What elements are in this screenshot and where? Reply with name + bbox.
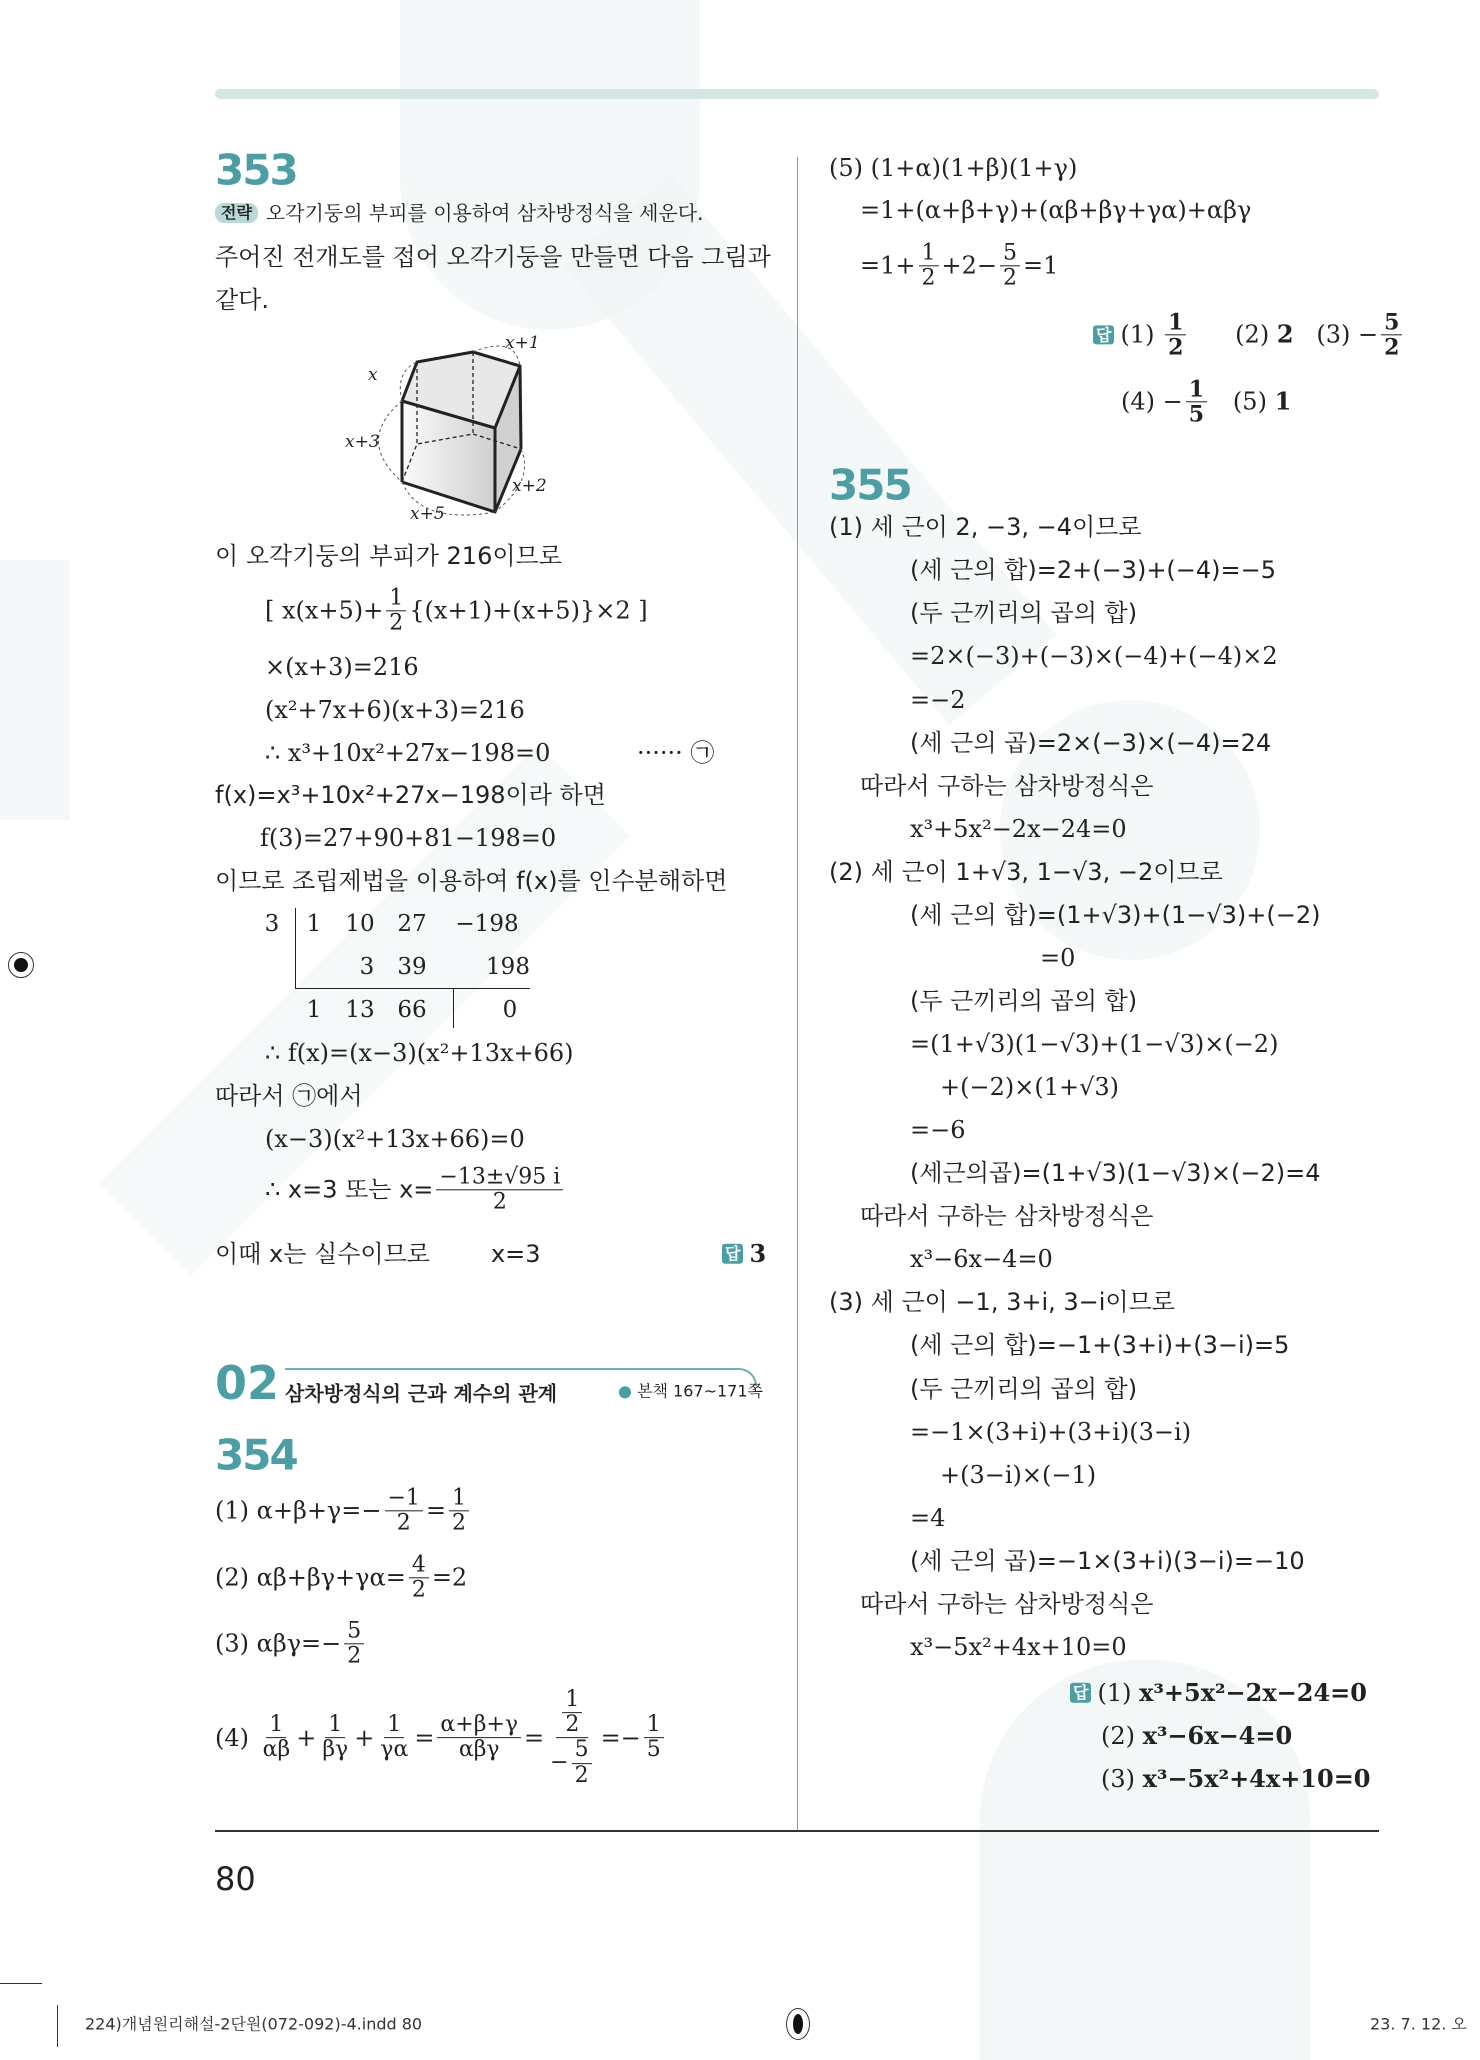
fraction-numerator xyxy=(384,1713,404,1738)
sd-cell: 66 xyxy=(397,997,427,1023)
bold-answer: x³+5x²−2x−24=0 xyxy=(1139,1677,1367,1707)
text-segment: 5 xyxy=(1384,309,1400,336)
fraction xyxy=(1165,310,1186,359)
solution-line xyxy=(829,155,1077,181)
bullet-icon: ● xyxy=(618,1381,632,1401)
fraction xyxy=(1186,377,1207,426)
fraction-numerator xyxy=(385,1486,423,1511)
fraction-numerator xyxy=(325,1713,345,1738)
text-segment: 1 xyxy=(646,1712,661,1738)
section-ref-text: 본책 167~171쪽 xyxy=(637,1381,764,1401)
fraction xyxy=(386,586,406,635)
solution-line xyxy=(910,1246,1053,1272)
text-segment: 2 xyxy=(396,1510,411,1536)
text-segment: (2) xyxy=(1189,320,1277,349)
text-segment: 5 xyxy=(574,1737,589,1763)
text-segment: (x−3)(x²+13x+66)=0 xyxy=(265,1124,525,1153)
sd-cell: 39 xyxy=(397,954,427,980)
solution-line xyxy=(1070,1677,1367,1707)
fraction-numerator xyxy=(386,586,406,611)
solution-line xyxy=(1040,945,1075,971)
fraction-denominator xyxy=(456,1739,503,1763)
fraction-numerator xyxy=(562,1688,582,1713)
text-segment: 2 xyxy=(347,1643,362,1669)
solution-line xyxy=(910,730,1271,756)
text-segment: (세 근의 곱)=−1×(3+i)(3−i)=−10 xyxy=(910,1546,1305,1575)
fraction-denominator xyxy=(562,1713,582,1737)
solution-line xyxy=(215,244,771,270)
fraction-denominator xyxy=(409,1579,429,1603)
text-segment: =−1×(3+i)+(3+i)(3−i) xyxy=(910,1417,1192,1446)
answer-value: 3 xyxy=(749,1238,767,1268)
solution-line xyxy=(265,654,419,680)
fraction xyxy=(385,1486,423,1535)
fraction-numerator xyxy=(572,1739,592,1764)
section-reference xyxy=(618,1379,763,1402)
sd-cell: 10 xyxy=(345,911,375,937)
solution-line xyxy=(829,859,1223,885)
fraction-numerator xyxy=(1186,377,1207,402)
text-segment: 2 xyxy=(574,1762,589,1788)
fraction-denominator xyxy=(1381,336,1402,360)
solution-line xyxy=(215,1241,541,1267)
text-segment: 2 xyxy=(1384,334,1400,361)
fraction xyxy=(1000,241,1020,290)
sd-cell: −198 xyxy=(455,911,519,937)
text-segment: 이때 x는 실수이므로 x=3 xyxy=(215,1239,541,1268)
registration-mark-icon xyxy=(8,952,34,978)
answer-353 xyxy=(722,1238,767,1268)
text-segment: 이 오각기둥의 부피가 216이므로 xyxy=(215,541,562,570)
text-segment: (세 근의 합)=(1+√3)+(1−√3)+(−2) xyxy=(910,900,1321,929)
text-segment: 1 xyxy=(269,1712,284,1738)
text-segment: 주어진 전개도를 접어 오각기둥을 만들면 다음 그림과 xyxy=(215,242,771,271)
solution-line xyxy=(860,241,1058,290)
text-segment: =− xyxy=(600,1723,641,1752)
text-segment: (3) xyxy=(1101,1764,1143,1793)
fraction xyxy=(1381,310,1402,359)
sd-cell: 1 xyxy=(306,911,322,937)
solution-line xyxy=(910,1419,1191,1445)
text-segment: ∴ x=3 또는 x= xyxy=(265,1175,434,1204)
fraction xyxy=(377,1713,411,1762)
text-segment: 5 xyxy=(347,1618,362,1644)
text-segment: (5) xyxy=(1210,387,1275,416)
text-segment: =−2 xyxy=(910,685,966,714)
solution-line xyxy=(215,543,562,569)
text-segment: (1) xyxy=(1097,1678,1140,1707)
registration-mark-icon xyxy=(786,2008,810,2040)
text-segment: x³−5x²+4x+10=0 xyxy=(910,1632,1127,1661)
text-segment: ∴ x³+10x²+27x−198=0 xyxy=(265,738,551,767)
sd-cell: 3 xyxy=(359,954,375,980)
text-segment: (두 근끼리의 곱의 합) xyxy=(910,598,1138,627)
solution-line xyxy=(215,1619,367,1668)
text-segment: (두 근끼리의 곱의 합) xyxy=(910,986,1138,1015)
solution-line xyxy=(1101,1720,1293,1750)
solution-line xyxy=(265,586,648,635)
text-segment: [ x(x+5)+ xyxy=(265,596,384,625)
text-segment: ×(x+3)=216 xyxy=(265,652,419,681)
fraction-denominator xyxy=(572,1764,592,1788)
text-segment: 1 xyxy=(328,1712,343,1738)
text-segment: 2 xyxy=(921,265,936,291)
figure-label: x xyxy=(368,365,378,385)
fraction-numerator xyxy=(344,1619,364,1644)
solution-line xyxy=(910,816,1127,842)
fraction xyxy=(409,1553,429,1602)
text-segment: =1+(α+β+γ)+(αβ+βγ+γα)+αβγ xyxy=(860,195,1252,224)
text-segment: (두 근끼리의 곱의 합) xyxy=(910,1374,1138,1403)
solution-line xyxy=(910,1332,1289,1358)
page-number: 80 xyxy=(215,1860,256,1898)
text-segment: =(1+√3)(1−√3)+(1−√3)×(−2) xyxy=(910,1029,1279,1058)
sd-cell: 1 xyxy=(306,997,322,1023)
text-segment: +(3−i)×(−1) xyxy=(940,1460,1097,1489)
fraction-denominator xyxy=(919,267,939,291)
text-segment: (1) xyxy=(1120,320,1163,349)
text-segment: f(3)=27+90+81−198=0 xyxy=(260,823,557,852)
text-segment: =0 xyxy=(1040,943,1076,972)
fraction-numerator xyxy=(449,1486,469,1511)
text-segment: 1 xyxy=(389,585,404,611)
problem-number-353: 353 xyxy=(215,145,297,195)
sd-cell: 27 xyxy=(397,911,427,937)
footer-file: 224)개념원리해설-2단원(072-092)-4.indd 80 xyxy=(85,2014,423,2034)
text-segment: +(−2)×(1+√3) xyxy=(940,1072,1119,1101)
bold-answer: 2 xyxy=(1276,319,1294,349)
text-segment: =2×(−3)+(−3)×(−4)+(−4)×2 xyxy=(910,641,1278,670)
figure-label: x+1 xyxy=(505,333,540,353)
figure-label: x+3 xyxy=(345,432,380,452)
text-segment: 따라서 ㉠에서 xyxy=(215,1081,363,1110)
fraction-numerator xyxy=(409,1553,429,1578)
text-segment: +2− xyxy=(941,251,997,280)
text-segment: 1 xyxy=(452,1485,467,1511)
fraction xyxy=(572,1739,592,1788)
fraction-denominator xyxy=(377,1739,411,1763)
solution-line xyxy=(215,287,269,313)
solution-line xyxy=(910,1117,966,1143)
solution-line xyxy=(265,740,550,766)
solution-line xyxy=(215,1083,363,1109)
fraction-denominator xyxy=(547,1739,597,1788)
fraction-denominator xyxy=(394,1512,414,1536)
text-segment: (x²+7x+6)(x+3)=216 xyxy=(265,695,525,724)
footer-date: 23. 7. 12. 오 xyxy=(1370,2014,1467,2034)
text-segment: =1+ xyxy=(860,251,916,280)
text-segment: (1) α+β+γ=− xyxy=(215,1496,382,1525)
fraction xyxy=(644,1713,664,1762)
text-segment: 2 xyxy=(1168,334,1184,361)
text-segment: x³−6x−4=0 xyxy=(910,1244,1053,1273)
text-segment: ∴ f(x)=(x−3)(x²+13x+66) xyxy=(265,1038,574,1067)
text-segment: 2 xyxy=(452,1510,467,1536)
text-segment: + xyxy=(296,1723,317,1752)
solution-line xyxy=(910,1160,1321,1186)
text-segment: = xyxy=(425,1496,447,1525)
answer-badge: 답 xyxy=(1093,325,1114,345)
fraction-numerator xyxy=(556,1688,588,1738)
sd-cell: 198 xyxy=(486,954,530,980)
solution-line xyxy=(860,197,1251,223)
solution-line xyxy=(265,1165,566,1214)
text-segment: 1 xyxy=(565,1687,580,1713)
fraction-denominator xyxy=(1186,403,1207,427)
text-segment: −13±√95 i xyxy=(439,1164,561,1190)
text-segment: f(x)=x³+10x²+27x−198이라 하면 xyxy=(215,780,606,809)
fraction xyxy=(319,1713,351,1762)
text-segment: (세 근의 합)=2+(−3)+(−4)=−5 xyxy=(910,555,1277,584)
answer-badge: 답 xyxy=(722,1244,743,1264)
fraction xyxy=(436,1165,563,1214)
text-segment: (4) − xyxy=(1121,387,1183,416)
answer-badge: 답 xyxy=(1070,1683,1091,1703)
solution-line xyxy=(910,600,1137,626)
text-segment: 2 xyxy=(389,610,404,636)
solution-line xyxy=(860,1591,1153,1617)
text-segment: 따라서 구하는 삼차방정식은 xyxy=(860,771,1154,800)
text-segment: 2 xyxy=(492,1189,507,1215)
text-segment: 따라서 구하는 삼차방정식은 xyxy=(860,1201,1154,1230)
text-segment: 5 xyxy=(646,1737,661,1763)
fraction xyxy=(562,1688,582,1737)
solution-line xyxy=(940,1462,1096,1488)
solution-line xyxy=(1093,310,1405,359)
solution-line xyxy=(910,1031,1278,1057)
fraction-denominator xyxy=(344,1645,364,1669)
fraction xyxy=(547,1688,597,1788)
fraction xyxy=(449,1486,469,1535)
text-segment: 5 xyxy=(1003,240,1017,266)
figure-label: x+2 xyxy=(512,476,547,496)
text-segment: = xyxy=(414,1723,435,1752)
text-segment: 따라서 구하는 삼차방정식은 xyxy=(860,1589,1154,1618)
fraction-numerator xyxy=(919,241,939,266)
solution-line xyxy=(910,1634,1127,1660)
text-segment: (5) (1+α)(1+β)(1+γ) xyxy=(829,153,1078,182)
text-segment: (2) αβ+βγ+γα= xyxy=(215,1563,406,1592)
text-segment: γα xyxy=(380,1737,409,1763)
strategy-text: 오각기둥의 부피를 이용하여 삼차방정식을 세운다. xyxy=(265,201,704,225)
section-number: 02 xyxy=(215,1356,280,1410)
solution-line xyxy=(265,697,525,723)
solution-line xyxy=(215,1486,472,1535)
solution-line xyxy=(910,1548,1305,1574)
fraction-denominator xyxy=(1165,336,1186,360)
solution-line xyxy=(215,1553,467,1602)
fraction-denominator xyxy=(449,1512,469,1536)
solution-line xyxy=(265,1126,525,1152)
figure-label: x+5 xyxy=(410,504,445,524)
solution-line xyxy=(265,1040,574,1066)
fraction-numerator xyxy=(437,1713,521,1738)
fraction-numerator xyxy=(436,1165,563,1190)
fraction-denominator xyxy=(260,1739,294,1763)
text-segment: α+β+γ xyxy=(440,1712,519,1738)
fraction-denominator xyxy=(319,1739,351,1763)
text-segment: − xyxy=(550,1750,569,1776)
bold-answer: x³−5x²+4x+10=0 xyxy=(1142,1763,1371,1793)
text-segment: (3) − xyxy=(1293,320,1379,349)
text-segment: =4 xyxy=(910,1503,946,1532)
text-segment: βγ xyxy=(322,1737,349,1763)
text-segment: =−6 xyxy=(910,1115,966,1144)
fraction-numerator xyxy=(1165,310,1186,335)
fraction-numerator xyxy=(266,1713,286,1738)
text-segment: (세 근의 곱)=2×(−3)×(−4)=24 xyxy=(910,728,1272,757)
fraction xyxy=(919,241,939,290)
text-segment: + xyxy=(354,1723,375,1752)
solution-line xyxy=(940,1074,1119,1100)
text-segment: (4) xyxy=(215,1723,257,1752)
text-segment: 1 xyxy=(1168,309,1184,336)
bold-answer: x³−6x−4=0 xyxy=(1142,1720,1293,1750)
text-segment: (세근의곱)=(1+√3)(1−√3)×(−2)=4 xyxy=(910,1158,1321,1187)
text-segment: 5 xyxy=(1188,401,1205,428)
solution-line xyxy=(910,988,1137,1014)
fraction-numerator xyxy=(1381,310,1402,335)
solution-line xyxy=(910,643,1278,669)
strategy-badge: 전략 xyxy=(215,203,258,223)
text-segment: 1 xyxy=(1188,376,1205,403)
text-segment: =1 xyxy=(1023,251,1059,280)
text-segment: 같다. xyxy=(215,285,269,314)
sd-divisor: 3 xyxy=(264,911,280,937)
solution-line xyxy=(829,514,1142,540)
solution-line xyxy=(910,1376,1137,1402)
solution-line xyxy=(910,1505,945,1531)
fraction-denominator xyxy=(644,1739,664,1763)
solution-line xyxy=(1121,377,1291,426)
text-segment: =2 xyxy=(431,1563,468,1592)
solution-line xyxy=(860,1203,1153,1229)
text-segment: (세 근의 합)=−1+(3+i)+(3−i)=5 xyxy=(910,1330,1290,1359)
fraction-numerator xyxy=(1000,241,1020,266)
section-title: 삼차방정식의 근과 계수의 관계 xyxy=(285,1381,558,1406)
text-segment: {(x+1)+(x+5)}×2 ] xyxy=(409,596,648,625)
fraction xyxy=(344,1619,364,1668)
fraction-denominator xyxy=(490,1191,510,1215)
text-segment: 2 xyxy=(1003,265,1017,291)
fraction xyxy=(437,1713,521,1762)
problem-number-354: 354 xyxy=(215,1430,297,1480)
text-segment: 1 xyxy=(387,1712,402,1738)
text-segment: x³+5x²−2x−24=0 xyxy=(910,814,1127,843)
fraction-denominator xyxy=(386,612,406,636)
text-segment: αβ xyxy=(262,1737,291,1763)
fraction xyxy=(260,1713,294,1762)
solution-line xyxy=(215,868,727,894)
text-segment: 4 xyxy=(411,1552,426,1578)
fraction-numerator xyxy=(644,1713,664,1738)
text-segment: = xyxy=(524,1723,545,1752)
bold-answer: 1 xyxy=(1274,386,1292,416)
text-segment: (2) xyxy=(1101,1721,1143,1750)
text-segment: (2) 세 근이 1+√3, 1−√3, −2이므로 xyxy=(829,857,1223,886)
solution-line xyxy=(910,902,1321,928)
text-segment: (1) 세 근이 2, −3, −4이므로 xyxy=(829,512,1142,541)
text-segment: 이므로 조립제법을 이용하여 f(x)를 인수분해하면 xyxy=(215,866,728,895)
solution-line xyxy=(215,782,606,808)
problem-number-355: 355 xyxy=(829,460,911,510)
sd-cell: 13 xyxy=(345,997,375,1023)
fraction-denominator xyxy=(1000,267,1020,291)
sd-cell: 0 xyxy=(502,997,518,1023)
text-segment: 1 xyxy=(921,240,936,266)
text-segment: αβγ xyxy=(458,1737,500,1763)
solution-line xyxy=(215,1688,667,1788)
solution-line xyxy=(910,687,966,713)
solution-line xyxy=(860,773,1153,799)
text-segment: 2 xyxy=(411,1577,426,1603)
text-segment: (3) αβγ=− xyxy=(215,1629,342,1658)
equation-marker: ······ ㉠ xyxy=(637,738,715,767)
solution-line xyxy=(910,557,1276,583)
text-segment: 2 xyxy=(565,1712,580,1738)
solution-line xyxy=(1101,1763,1371,1793)
solution-line xyxy=(829,1289,1175,1315)
solution-line xyxy=(260,825,556,851)
text-segment: −1 xyxy=(387,1485,420,1511)
text-segment: (3) 세 근이 −1, 3+i, 3−i이므로 xyxy=(829,1287,1175,1316)
